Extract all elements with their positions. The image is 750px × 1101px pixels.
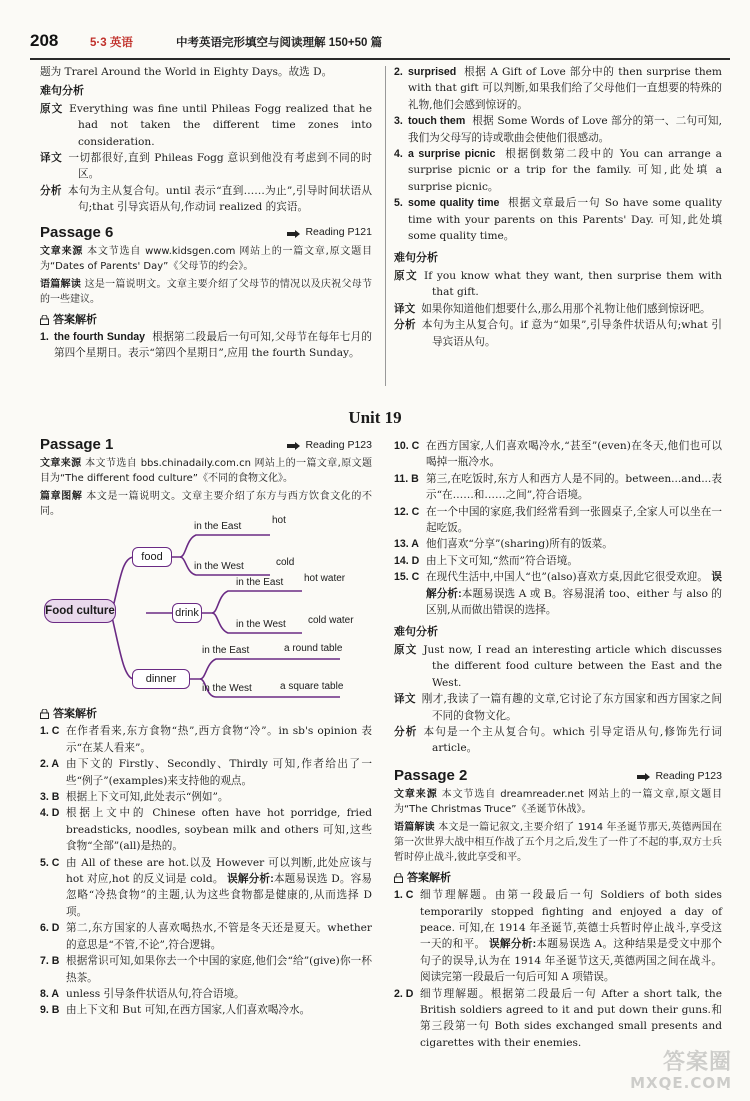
top-left-column [40, 64, 372, 362]
watermark-logo [630, 1051, 732, 1091]
trans-text: 一切都很好,直到 Phileas Fogg 意识到他没有考虑到不同的时区。 [68, 152, 372, 181]
source-line [40, 244, 372, 274]
list-item: 13. A 他们喜欢“分享”(sharing)所有的饭菜。 [394, 538, 613, 551]
orig-sentence [40, 101, 372, 150]
column-divider [385, 66, 386, 386]
translation: 译文 刚才,我读了一篇有趣的文章,它讨论了东方国家和西方国家之间不同的食物文化。 [394, 693, 723, 722]
translation [40, 150, 372, 183]
list-item: 12. C 在一个中国的家庭,我们经常看到一张圆桌子,全家人可以坐在一起吃饭。 [394, 505, 722, 535]
error-analysis-label: 误解分析: [489, 938, 537, 951]
answer-heading: 答案解析 [40, 706, 372, 722]
bottom-left-column [40, 436, 372, 1019]
analysis [40, 183, 372, 216]
source-label: 文章来源 [40, 245, 84, 257]
error-analysis-label: 误解分析: [426, 571, 722, 600]
orig-text: Everything was fine until Phileas Fogg realized that he had not taken the different time zones into consideration. [69, 102, 372, 148]
analysis-text: 本句为主从复合句。until 表示“直到……为止”,引导时间状语从句;that 引导宾语从句,作动词 realized 的宾语。 [67, 184, 373, 214]
reading-ref: Reading P123 [287, 437, 372, 453]
lock-icon [40, 315, 49, 325]
guide-text: 这是一篇说明文。文章主要介绍了父母节的情况以及庆祝父母节的一些建议。 [40, 278, 373, 305]
list-item: 15. C 在现代生活中,中国人“也”(also)喜欢方桌,因此它很受欢迎。 误解分析:本题易误选 A 或 B。容易混淆 too、either 与 also 的区别,从而做出错误的选择。 [394, 571, 723, 617]
list-item: 2. D 细节理解题。根据第二段最后一句 After a short talk, the British soldiers agreed to it and put down their guns.和第三段第一句 Both sides exchanged small presents and cigarettes with their enemies. [394, 987, 722, 1049]
list-item: 4. D 根据上文中的 Chinese often have hot porridge, fried breadsticks, noodles, soybean milk and others 可知,这些食物“全部”(all)是热的。 [40, 807, 372, 853]
answer-heading: 答案解析 [40, 312, 372, 328]
watermark-line-2: MXQE.COM [630, 1074, 732, 1092]
top-right-column [394, 64, 722, 350]
list-item: 5. some quality time 根据文章最后一句 So have some quality time with your parents on this Parents' Day. 可知,此处填 some quality time。 [394, 197, 722, 243]
list-item: 2. surprised 根据 A Gift of Love 部分中的 then surprise them with that gift 可以判断,如果我们给了父母他们一直想要的特殊的礼物,他们会感到惊讶的。 [394, 66, 722, 111]
brand-label: 5·3 英语 [90, 37, 133, 49]
reading-page: Reading P121 [305, 226, 372, 239]
watermark-line-1: 答案圈 [662, 1050, 732, 1075]
dinner-east-label: in the East [202, 645, 250, 656]
page-header [30, 30, 730, 56]
branch-food: food [132, 547, 172, 567]
difficult-heading: 难句分析 [394, 626, 438, 639]
difficult-heading: 难句分析 [40, 85, 84, 98]
list-item: 6. D 第二,东方国家的人喜欢喝热水,不管是冬天还是夏天。whether 的意思是“不管,不论”,符合逻辑。 [40, 922, 372, 951]
passage-2-header [394, 767, 722, 785]
food-east-label: in the East [194, 521, 242, 532]
lead-line: 题为 Trarel Around the World in Eighty Days。故选 D。 [40, 66, 333, 78]
list-item: 8. A unless 引导条件状语从句,符合语境。 [40, 987, 245, 1000]
source-line: 文章来源 本文节选自 bbs.chinadaily.com.cn 网站上的一篇文章,原文题目为“The different food culture”《不同的食物文化》。 [40, 458, 372, 484]
pointing-hand-icon [287, 440, 301, 450]
error-analysis-label: 误解分析: [227, 873, 274, 886]
header-rule [30, 58, 730, 60]
reading-ref [287, 224, 372, 240]
orig-label: 原文 [40, 102, 64, 115]
guide-label: 语篇解读 [40, 278, 82, 290]
difficult-heading: 难句分析 [394, 252, 438, 265]
orig-sentence: 原文 Just now, I read an interesting article which discusses the different food culture between the East and the West. [394, 643, 722, 689]
source-line: 文章来源 本文节选自 dreamreader.net 网站上的一篇文章,原文题目为“The Christmas Truce”《圣诞节休战》。 [394, 788, 722, 815]
mindmap-root: Food culture [44, 599, 116, 623]
page-number: 208 [30, 31, 59, 50]
passage-6-header [40, 224, 372, 242]
guide-line [40, 277, 372, 307]
list-item: 11. B 第三,在吃饭时,东方人和西方人是不同的。between...and...表示“在……和……之间”,符合语境。 [394, 472, 722, 502]
guide-line: 篇章图解 本文是一篇说明文。文章主要介绍了东方与西方饮食文化的不同。 [40, 491, 373, 517]
list-item: 4. a surprise picnic 根据倒数第二段中的 You can arrange a surprise picnic or a trip for the family. 可知,此处填 a surprise picnic。 [394, 148, 722, 193]
list-item: 1. C 在作者看来,东方食物“热”,西方食物“冷”。in sb's opinion 表示“在某人看来”。 [40, 725, 372, 754]
bottom-right-column [394, 438, 722, 1051]
list-item: 2. A 由下文的 Firstly、Secondly、Thirdly 可知,作者给出了一些“例子”(examples)来支持他的观点。 [40, 758, 372, 787]
branch-drink: drink [172, 603, 202, 623]
lock-icon [394, 873, 403, 883]
list-item: 9. B 由上下文和 But 可知,在西方国家,人们喜欢喝冷水。 [40, 1004, 311, 1017]
list-item: 3. B 根据上下文可知,此处表示“例如”。 [40, 791, 229, 804]
passage-title: Passage 1 [40, 436, 114, 453]
source-text: 本文节选自 www.kidsgen.com 网站上的一篇文章,原文题目为“Dates of Parents' Day”《父母节的约会》。 [40, 245, 373, 272]
list-item: 10. C 在西方国家,人们喜欢喝冷水,“甚至”(even)在冬天,他们也可以喝掉一瓶冷水。 [394, 440, 722, 469]
list-item: 5. C 由 All of these are hot.以及 However 可以判断,此处应该与 hot 对应,hot 的反义词是 cold。 误解分析:本题易误选 D。容易忽略“冷热食物”的主题,认为这些食物都是健康的,从而选择 D 项。 [40, 856, 373, 918]
pointing-hand-icon [287, 228, 301, 238]
dinner-west-label: in the West [202, 683, 252, 694]
drink-east-label: in the East [236, 577, 284, 588]
branch-dinner: dinner [132, 669, 190, 689]
list-item: 14. D 由上下文可知,“然而”符合语境。 [394, 554, 578, 567]
list-item: 1. C 细节理解题。由第一段最后一句 Soldiers of both sides temporarily stopped fighting and enjoyed a day of peace. 可知,在 1914 年圣诞节,英德士兵暂时停止战斗,享受这一天的和平。 误解分析:本题易误选 A。这种结果是受文中那个句子的误导,认为在 1914 年圣诞节这天,英德两国之间在战斗。阅读完第一段最后一句后可知 A 项错误。 [394, 889, 722, 984]
food-culture-mindmap [40, 515, 370, 701]
list-item: 3. touch them 根据 Some Words of Love 部分的第一、二句可知,我们为父母写的诗或歌曲会使他们很感动。 [394, 115, 722, 144]
answer-key: the fourth Sunday [54, 331, 146, 344]
pointing-hand-icon [637, 771, 651, 781]
passage-title: Passage 6 [40, 223, 114, 241]
translation: 译文 如果你知道他们想要什么,那么用那个礼物让他们感到惊讶吧。 [394, 302, 711, 315]
passage-1-header [40, 436, 372, 454]
analysis: 分析 本句为主从复合句。if 意为“如果”,引导条件状语从句;what 引导宾语从句。 [394, 319, 722, 348]
drink-east-value: hot water [304, 573, 346, 584]
dinner-east-value: a round table [284, 643, 343, 654]
list-item: 1. the fourth Sunday 根据第二段最后一句可知,父母节在每年七月的第四个星期日。表示“第四个星期日”,应用 the fourth Sunday。 [40, 331, 372, 360]
analysis: 分析 本句是一个主从复合句。which 引导定语从句,修饰先行词 article。 [394, 725, 722, 755]
trans-label: 译文 [40, 152, 63, 165]
analysis-label: 分析 [40, 184, 62, 197]
food-west-label: in the West [194, 561, 244, 572]
food-west-value: cold [276, 557, 295, 568]
drink-west-label: in the West [236, 619, 286, 630]
dinner-west-value: a square table [280, 681, 344, 692]
guide-line: 语篇解读 本文是一篇记叙文,主要介绍了 1914 年圣诞节那天,英德两国在第一次世界大战中相互作战了五个月之后,发生了一件了不起的事,双方士兵暂时停止战斗,彼此享受和平。 [394, 821, 723, 863]
lock-icon [40, 709, 49, 719]
unit-title: Unit 19 [348, 408, 402, 427]
book-title: 中考英语完形填空与阅读理解 150+50 篇 [176, 37, 383, 49]
answer-heading: 答案解析 [394, 870, 722, 886]
list-item: 7. B 根据常识可知,如果你去一个中国的家庭,他们会“给”(give)你一杯热茶。 [40, 955, 372, 984]
passage-title: Passage 2 [394, 766, 468, 784]
food-east-value: hot [272, 515, 286, 526]
orig-sentence: 原文 If you know what they want, then surprise them with that gift. [394, 269, 723, 299]
reading-ref: Reading P123 [637, 768, 722, 784]
drink-west-value: cold water [308, 615, 354, 626]
